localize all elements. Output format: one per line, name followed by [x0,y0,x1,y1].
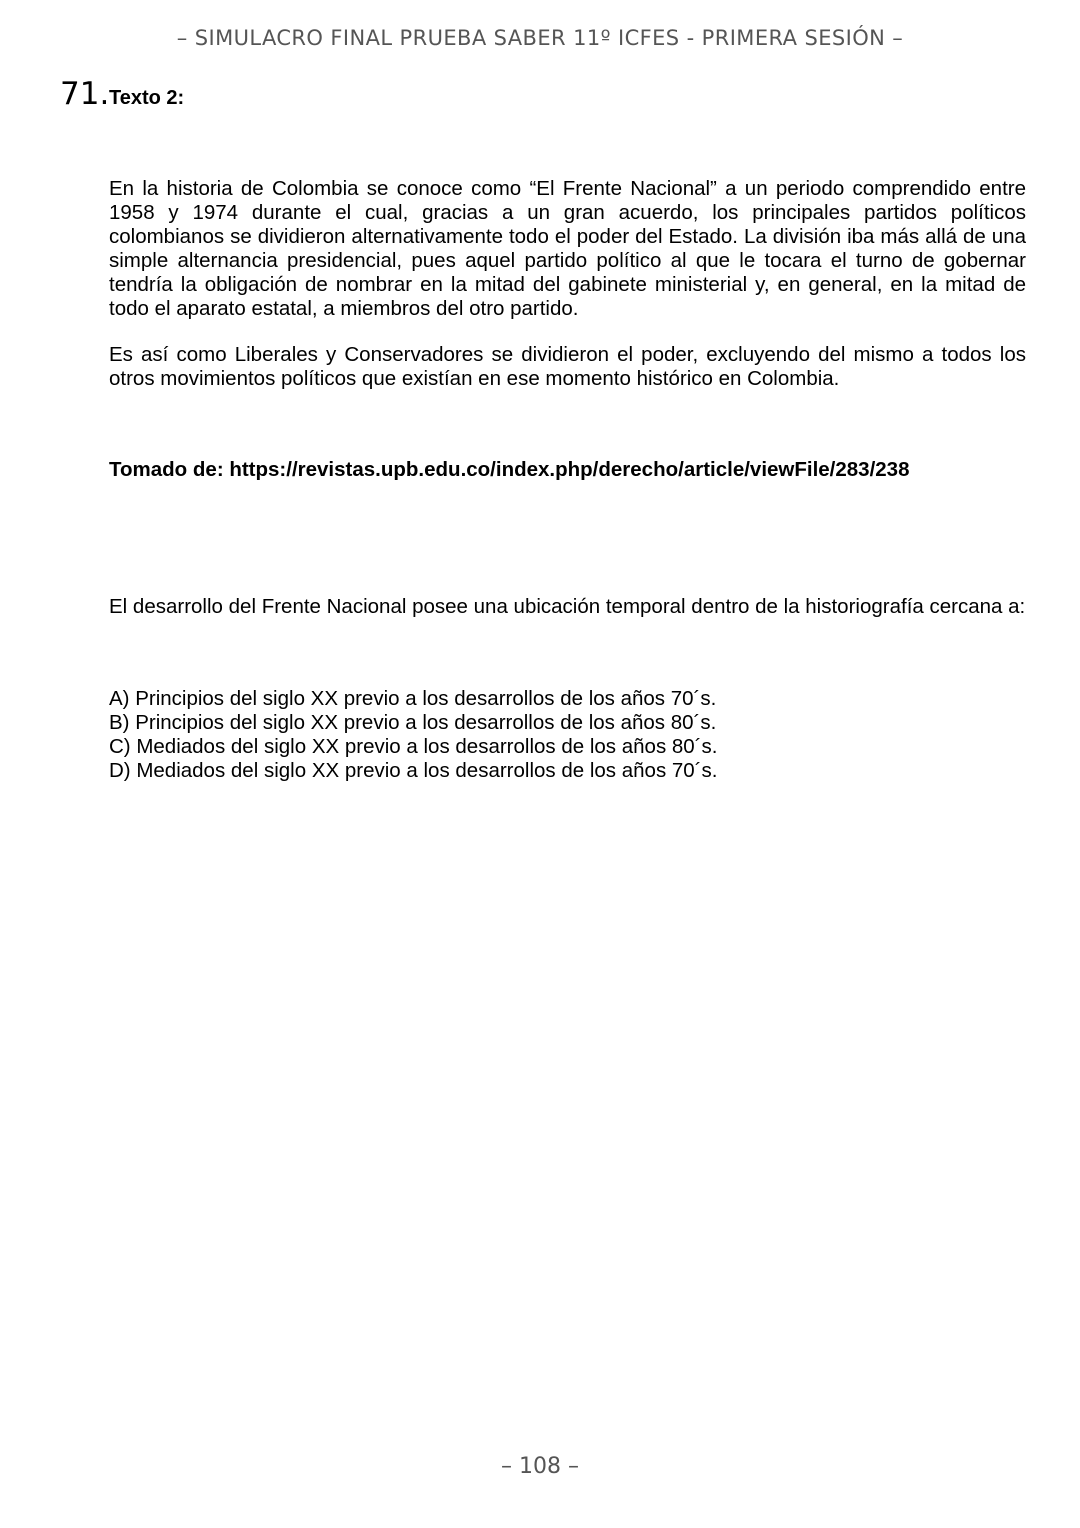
answer-options [109,687,717,783]
option-a: A) Principios del siglo XX previo a los desarrollos de los años 70´s. [109,687,717,710]
question-number: 71. [60,76,110,112]
reading-paragraph-2: Es así como Liberales y Conservadores se dividieron el poder, excluyendo del mismo a todos los otros movimientos políticos que existían en ese momento histórico en Colombia. [109,343,1026,390]
option-c: C) Mediados del siglo XX previo a los desarrollos de los años 80´s. [109,735,718,758]
option-b: B) Principios del siglo XX previo a los desarrollos de los años 80´s. [109,711,717,734]
source-citation: Tomado de: https://revistas.upb.edu.co/index.php/derecho/article/viewFile/283/238 [109,458,910,481]
reading-paragraph-1: En la historia de Colombia se conoce como “El Frente Nacional” a un periodo comprendido entre 1958 y 1974 durante el cual, gracias a un gran acuerdo, los principales partidos políticos colombianos se dividieron alternativamente todo el poder del Estado. La división iba más allá de una simple alternancia presidencial, pues aquel partido político al que le tocara el turno de gobernar tendría la obligación de nombrar en la mitad del gabinete ministerial y, en general, en la mitad de todo el aparato estatal, a miembros del otro partido. [109,177,1026,320]
question-stem: El desarrollo del Frente Nacional posee una ubicación temporal dentro de la historiografía cercana a: [109,595,1026,618]
option-d: D) Mediados del siglo XX previo a los desarrollos de los años 70´s. [109,759,718,782]
page-number: – 108 – [501,1454,579,1479]
page-header: – SIMULACRO FINAL PRUEBA SABER 11º ICFES - PRIMERA SESIÓN – [176,26,904,50]
question-label: Texto 2: [109,87,185,109]
